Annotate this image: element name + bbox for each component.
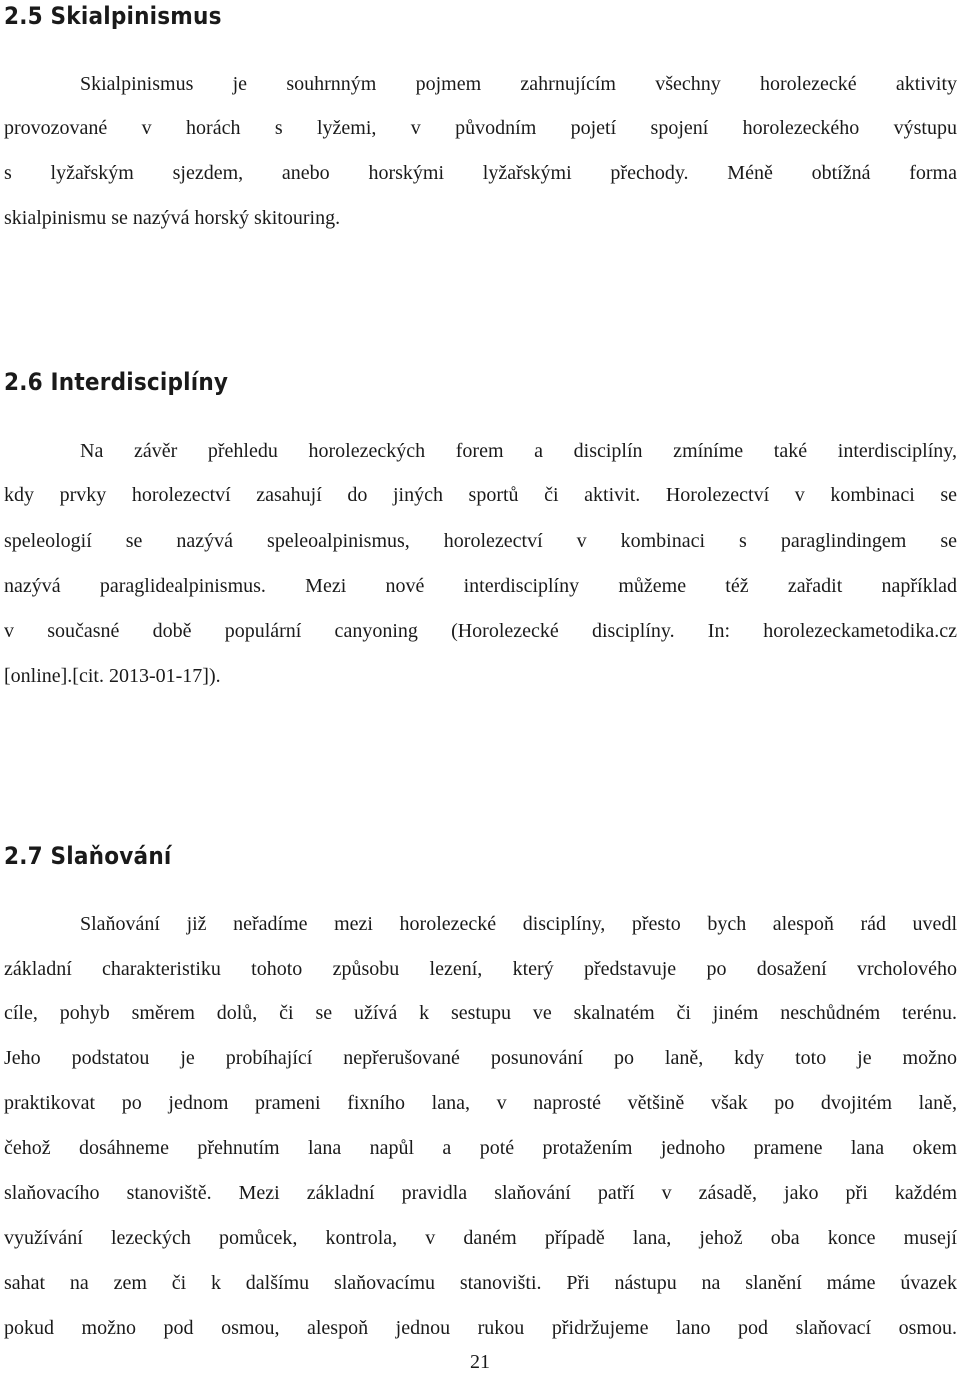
section-heading-skialpinismus: 2.5 Skialpinismus — [4, 2, 222, 30]
paragraph-line: cíle, pohyb směrem dolů, či se užívá k sestupu ve skalnatém či jiném neschůdném terénu. — [4, 1002, 957, 1024]
page-number: 21 — [470, 1351, 490, 1373]
paragraph-line: Slaňování již neřadíme mezi horolezecké disciplíny, přesto bych alespoň rád uvedl — [80, 913, 957, 935]
paragraph-line: praktikovat po jednom prameni fixního lana, v naprosté většině však po dvojitém laně, — [4, 1092, 957, 1114]
paragraph-line: kdy prvky horolezectví zasahují do jiných sportů či aktivit. Horolezectví v kombinaci se — [4, 484, 957, 506]
paragraph-line: čehož dosáhneme přehnutím lana napůl a poté protažením jednoho pramene lana okem — [4, 1137, 957, 1159]
paragraph-line: nazývá paraglidealpinismus. Mezi nové interdisciplíny můžeme též zařadit například — [4, 575, 957, 597]
paragraph-line: slaňovacího stanoviště. Mezi základní pravidla slaňování patří v zásadě, jako při každém — [4, 1182, 957, 1204]
paragraph-line: provozované v horách s lyžemi, v původním pojetí spojení horolezeckého výstupu — [4, 117, 957, 139]
paragraph-line: využívání lezeckých pomůcek, kontrola, v daném případě lana, jehož oba konce musejí — [4, 1227, 957, 1249]
section-heading-interdiscipliny: 2.6 Interdisciplíny — [4, 368, 229, 396]
paragraph-line: speleologií se nazývá speleoalpinismus, horolezectví v kombinaci s paraglindingem se — [4, 530, 957, 552]
section-heading-slanovani: 2.7 Slaňování — [4, 842, 172, 870]
paragraph-line: Na závěr přehledu horolezeckých forem a disciplín zmíníme také interdisciplíny, — [80, 440, 957, 462]
paragraph-line: Jeho podstatou je probíhající nepřerušované posunování po laně, kdy toto je možno — [4, 1047, 957, 1069]
paragraph-line: skialpinismu se nazývá horský skitouring. — [4, 207, 341, 229]
paragraph-line: v současné době populární canyoning (Horolezecké disciplíny. In: horolezeckametodika.cz — [4, 620, 957, 642]
paragraph-line: sahat na zem či k dalšímu slaňovacímu stanovišti. Při nástupu na slanění máme úvazek — [4, 1272, 957, 1294]
paragraph-line: s lyžařským sjezdem, anebo horskými lyžařskými přechody. Méně obtížná forma — [4, 162, 957, 184]
paragraph-line: pokud možno pod osmou, alespoň jednou rukou přidržujeme lano pod slaňovací osmou. — [4, 1317, 957, 1339]
paragraph-line: Skialpinismus je souhrnným pojmem zahrnujícím všechny horolezecké aktivity — [80, 73, 957, 95]
paragraph-line: základní charakteristiku tohoto způsobu lezení, který představuje po dosažení vrcholového — [4, 958, 957, 980]
paragraph-line: [online].[cit. 2013-01-17]). — [4, 665, 221, 687]
